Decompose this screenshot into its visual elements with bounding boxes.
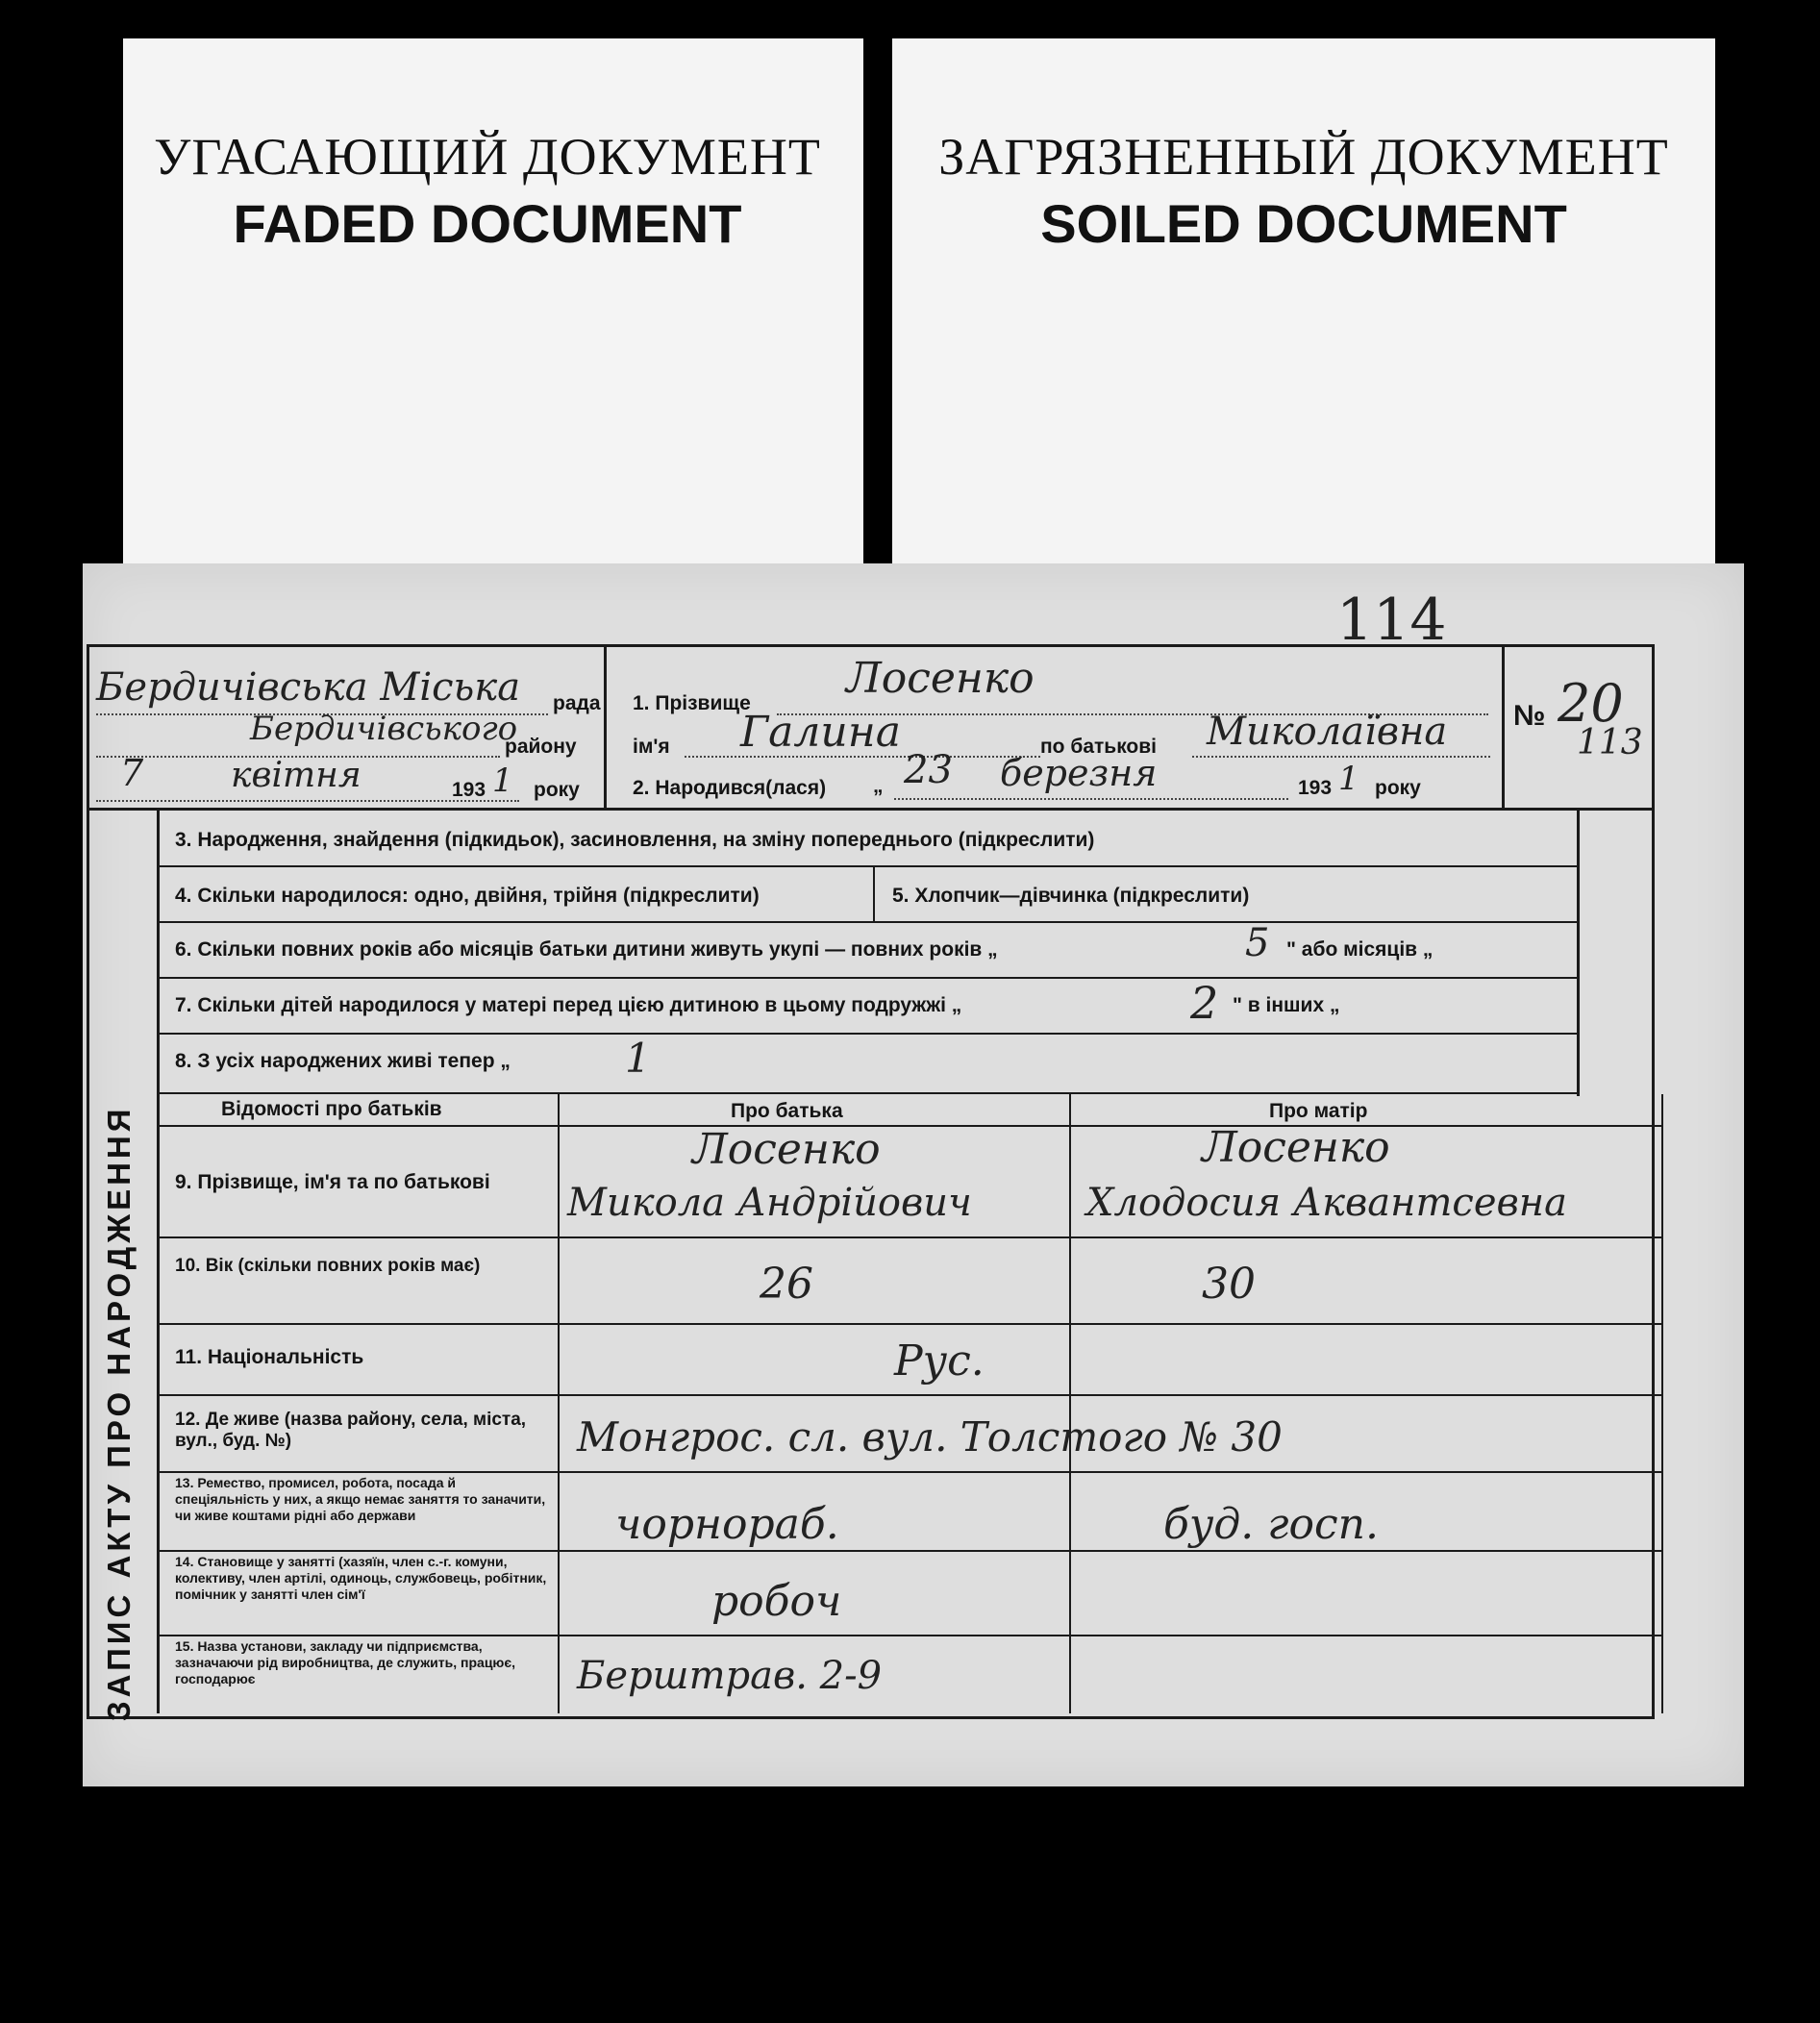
inner-left-border xyxy=(157,810,160,1713)
hw-reg-year: 1 xyxy=(492,762,513,800)
father-header: Про батька xyxy=(731,1100,843,1122)
hw-top-number: 114 xyxy=(1336,587,1447,654)
row-5-label: 5. Хлопчик—дівчинка (підкреслити) xyxy=(892,885,1250,907)
label-number: № xyxy=(1513,700,1546,732)
row-divider-7 xyxy=(159,1033,1580,1035)
row-10-label: 10. Вік (скільки повних років має) xyxy=(175,1256,481,1276)
hw-father-age: 26 xyxy=(760,1260,813,1309)
hw-father-name: Микола Андрійович xyxy=(567,1181,972,1225)
faded-document-tag xyxy=(123,38,863,606)
row-divider-6 xyxy=(159,977,1580,979)
row-7-label-b: " в інших „ xyxy=(1233,994,1340,1016)
row-9-label: 9. Прізвище, ім'я та по батькові xyxy=(175,1171,490,1193)
hw-father-occupation: чорнораб. xyxy=(615,1500,839,1549)
hw-father-workplace: Берштрав. 2-9 xyxy=(577,1654,883,1698)
hw-mother-surname: Лосенко xyxy=(1202,1123,1390,1172)
row-6-label-b: " або місяців „ xyxy=(1286,938,1434,961)
dotline-name xyxy=(685,756,1040,758)
faded-tag-ru: УГАСАЮЩИЙ ДОКУМЕНТ xyxy=(154,128,821,186)
parents-header: Відомості про батьків xyxy=(221,1098,442,1120)
parents-row-10 xyxy=(159,1323,1663,1325)
header-divider-2 xyxy=(1502,644,1505,810)
hw-birth-day: 23 xyxy=(904,748,953,792)
header-bottom-line xyxy=(87,808,1652,811)
hw-mother-age: 30 xyxy=(1202,1260,1256,1309)
hw-reg-month: квітня xyxy=(231,756,362,795)
label-roku: року xyxy=(534,779,580,801)
hw-birth-month: березня xyxy=(1000,752,1158,794)
hw-address: Монгрос. сл. вул. Толстого № 30 xyxy=(577,1413,1283,1461)
soiled-tag-ru: ЗАГРЯЗНЕННЫЙ ДОКУМЕНТ xyxy=(938,128,1669,186)
hw-record-number: 20 xyxy=(1558,673,1624,734)
hw-alive-now: 1 xyxy=(625,1035,651,1082)
row-divider-3 xyxy=(159,865,1580,867)
form-vertical-title: ЗАПИС АКТУ ПРО НАРОДЖЕННЯ xyxy=(101,1105,137,1721)
mother-header: Про матір xyxy=(1269,1100,1368,1122)
label-born-year: 193 xyxy=(1298,777,1333,799)
dotline-reg-date xyxy=(96,800,519,802)
row-12-label: 12. Де живе (назва району, села, міста, вул., буд. №) xyxy=(175,1410,527,1451)
row-divider-4 xyxy=(159,921,1580,923)
hw-patronymic: Миколаївна xyxy=(1207,710,1448,754)
hw-years-together: 5 xyxy=(1245,921,1270,965)
hw-surname: Лосенко xyxy=(846,654,1035,703)
soiled-tag-en: SOILED DOCUMENT xyxy=(1040,193,1567,254)
row-14-label: 14. Становище у занятті (хазяїн, член с.-г. комуни, колективу, член артілі, одиноць, службовець, робітник, помічник у занятті член сім'ї xyxy=(175,1554,547,1602)
row-divider-45 xyxy=(873,867,875,921)
inner-right-border xyxy=(1577,810,1580,1096)
parents-col-2 xyxy=(1069,1094,1071,1713)
row-6-label: 6. Скільки повних років або місяців батьки дитини живуть укупі — повних років „ xyxy=(175,938,998,961)
row-11-label: 11. Національність xyxy=(175,1346,364,1368)
parents-col-3 xyxy=(1661,1094,1663,1713)
hw-name: Галина xyxy=(740,708,901,757)
dotline-born xyxy=(894,798,1288,800)
hw-record-number-sub: 113 xyxy=(1577,723,1643,762)
row-15-label: 15. Назва установи, закладу чи підприємства, зазначаючи рід виробництва, де служить, працює, господарює xyxy=(175,1638,516,1686)
parents-row-9 xyxy=(159,1236,1663,1238)
row-4-label: 4. Скільки народилося: одно, двійня, трійня (підкреслити) xyxy=(175,885,760,907)
hw-mother-name: Хлодосия Аквантсевна xyxy=(1086,1181,1567,1225)
hw-district: Бердичівського xyxy=(250,710,518,748)
row-divider-8 xyxy=(159,1092,1580,1094)
header-divider-1 xyxy=(604,644,607,810)
parents-row-header xyxy=(159,1125,1663,1127)
row-3-label: 3. Народження, знайдення (підкидьок), засиновлення, на зміну попереднього (підкреслити) xyxy=(175,829,1095,851)
parents-col-1 xyxy=(558,1094,560,1713)
soiled-document-tag xyxy=(892,38,1715,606)
dotline-patronymic xyxy=(1192,756,1490,758)
hw-father-surname: Лосенко xyxy=(692,1125,881,1174)
parents-row-13 xyxy=(159,1550,1663,1552)
label-reg-year: 193 xyxy=(452,779,486,801)
hw-council: Бердичівська Міська xyxy=(96,665,521,710)
label-rada: рада xyxy=(553,692,601,714)
label-born-roku: року xyxy=(1375,777,1421,799)
label-raionu: району xyxy=(505,736,577,758)
parents-row-11 xyxy=(159,1394,1663,1396)
hw-father-status: робоч xyxy=(711,1577,842,1626)
row-13-label: 13. Ремество, промисел, робота, посада й спеціяльність у них, а якщо немає заняття то заначити, чи живе коштами рідні або держави xyxy=(175,1475,546,1523)
hw-reg-day: 7 xyxy=(120,752,144,794)
row-7-label: 7. Скільки дітей народилося у матері перед цією дитиною в цьому подружжі „ xyxy=(175,994,962,1016)
hw-mother-occupation: буд. госп. xyxy=(1163,1500,1379,1549)
label-born-quote: „ xyxy=(873,775,884,797)
label-surname: 1. Прізвище xyxy=(633,692,751,714)
row-8-label: 8. З усіх народжених живі тепер „ xyxy=(175,1050,511,1072)
hw-prior-children: 2 xyxy=(1190,977,1219,1029)
label-name: ім'я xyxy=(633,736,670,758)
faded-tag-en: FADED DOCUMENT xyxy=(233,193,742,254)
label-born: 2. Народився(лася) xyxy=(633,777,827,799)
parents-row-12 xyxy=(159,1471,1663,1473)
hw-birth-year: 1 xyxy=(1338,760,1359,798)
hw-nationality: Рус. xyxy=(894,1336,985,1386)
parents-row-14 xyxy=(159,1635,1663,1636)
label-patronymic: по батькові xyxy=(1040,736,1157,758)
